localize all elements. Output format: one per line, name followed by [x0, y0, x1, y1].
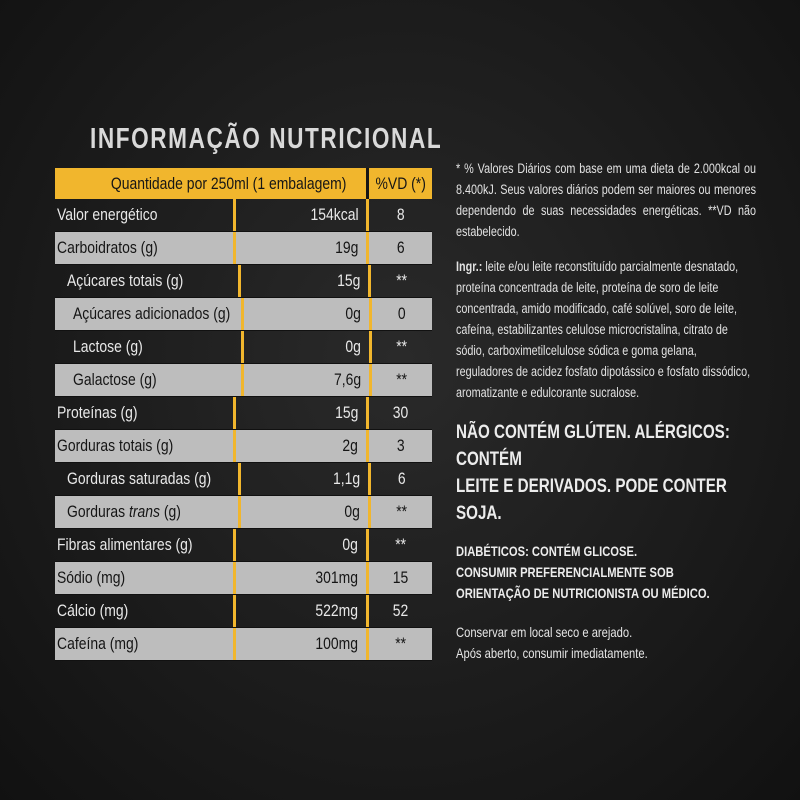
row-label: Galactose (g): [73, 370, 157, 389]
row-label: Sódio (mg): [57, 568, 126, 587]
row-vd: 0: [398, 304, 406, 323]
daily-values-footnote: * % Valores Diários com base em uma dieta de 2.000kcal ou 8.400kJ. Seus valores diários podem ser maiores ou menores dependendo de suas necessidades energéticas. **VD não estabelecido.: [456, 161, 756, 239]
ingredients-label: Ingr.:: [456, 259, 483, 274]
table-row: [55, 628, 432, 661]
row-vd: 15: [392, 568, 409, 587]
page-title: INFORMAÇÃO NUTRICIONAL: [90, 123, 443, 155]
header-quantity: Quantidade por 250ml (1 embalagem): [110, 173, 347, 193]
row-label: Açúcares adicionados (g): [73, 304, 231, 323]
row-vd: **: [396, 370, 408, 389]
row-amount: 100mg: [315, 634, 359, 653]
row-vd: **: [396, 271, 407, 290]
row-amount: 2g: [342, 436, 359, 455]
table-row: [55, 265, 432, 298]
table-row: [55, 397, 432, 430]
row-amount: 15g: [336, 271, 361, 290]
row-amount: 7,6g: [333, 370, 362, 389]
row-amount: 301mg: [315, 568, 359, 587]
row-amount: 15g: [335, 403, 359, 422]
row-label: Cálcio (mg): [57, 601, 129, 620]
row-amount: 0g: [345, 304, 362, 323]
row-vd: 30: [392, 403, 409, 422]
row-label: Carboidratos (g): [57, 238, 158, 257]
table-row: [55, 232, 432, 265]
table-header: [55, 168, 432, 199]
row-vd: 6: [397, 469, 406, 488]
row-amount: 522mg: [315, 601, 359, 620]
row-vd: 3: [396, 436, 405, 455]
row-label: Gorduras totais (g): [57, 436, 174, 455]
row-vd: 52: [392, 601, 409, 620]
row-label: Cafeína (mg): [57, 634, 139, 653]
info-column: [456, 158, 756, 664]
table-row: [55, 562, 432, 595]
row-label: Gorduras saturadas (g): [67, 469, 212, 488]
row-vd: **: [396, 337, 408, 356]
row-label: Valor energético: [57, 205, 158, 224]
row-vd: **: [395, 634, 407, 653]
table-row: [55, 595, 432, 628]
row-vd: **: [396, 502, 407, 521]
row-label: Proteínas (g): [57, 403, 138, 422]
table-row: [55, 199, 432, 232]
row-amount: 0g: [344, 502, 361, 521]
row-vd: 8: [396, 205, 405, 224]
table-row: [55, 430, 432, 463]
table-row: [55, 331, 432, 364]
row-amount: 154kcal: [310, 205, 359, 224]
row-vd: 6: [396, 238, 405, 257]
ingredients-text: leite e/ou leite reconstituído parcialmente desnatado, proteína concentrada de leite, proteína de soro de leite concentrada, amido modificado, café solúvel, soro de leite, cafeína, estabilizantes celulose microcristalina, citrato de sódio, carboximetilcelulose sódica e goma gelana, reguladores de acidez fosfato dipotássico e fosfato dissódico, aromatizante e edulcorante sucralose.: [456, 259, 751, 400]
table-row: [55, 463, 432, 496]
row-amount: 1,1g: [332, 469, 361, 488]
storage-instructions: Conservar em local seco e arejado. Após aberto, consumir imediatamente.: [456, 624, 648, 661]
table-row: [55, 529, 432, 562]
header-vd: %VD (*): [366, 168, 432, 199]
ingredients: [456, 256, 756, 403]
row-label: Gorduras trans (g): [67, 502, 181, 521]
row-amount: 0g: [342, 535, 359, 554]
row-label: Açúcares totais (g): [67, 271, 184, 290]
table-row: [55, 496, 432, 529]
allergen-warning: NÃO CONTÉM GLÚTEN. ALÉRGICOS: CONTÉM LEITE E DERIVADOS. PODE CONTER SOJA.: [456, 422, 730, 524]
row-vd: **: [395, 535, 407, 554]
nutrition-table: [55, 168, 432, 661]
table-row: [55, 364, 432, 397]
row-amount: 19g: [335, 238, 359, 257]
table-row: [55, 298, 432, 331]
row-label: Fibras alimentares (g): [57, 535, 193, 554]
row-amount: 0g: [345, 337, 362, 356]
diabetic-warning: DIABÉTICOS: CONTÉM GLICOSE. CONSUMIR PREFERENCIALMENTE SOB ORIENTAÇÃO DE NUTRICIONISTA OU MÉDICO.: [456, 543, 710, 601]
row-label: Lactose (g): [73, 337, 143, 356]
